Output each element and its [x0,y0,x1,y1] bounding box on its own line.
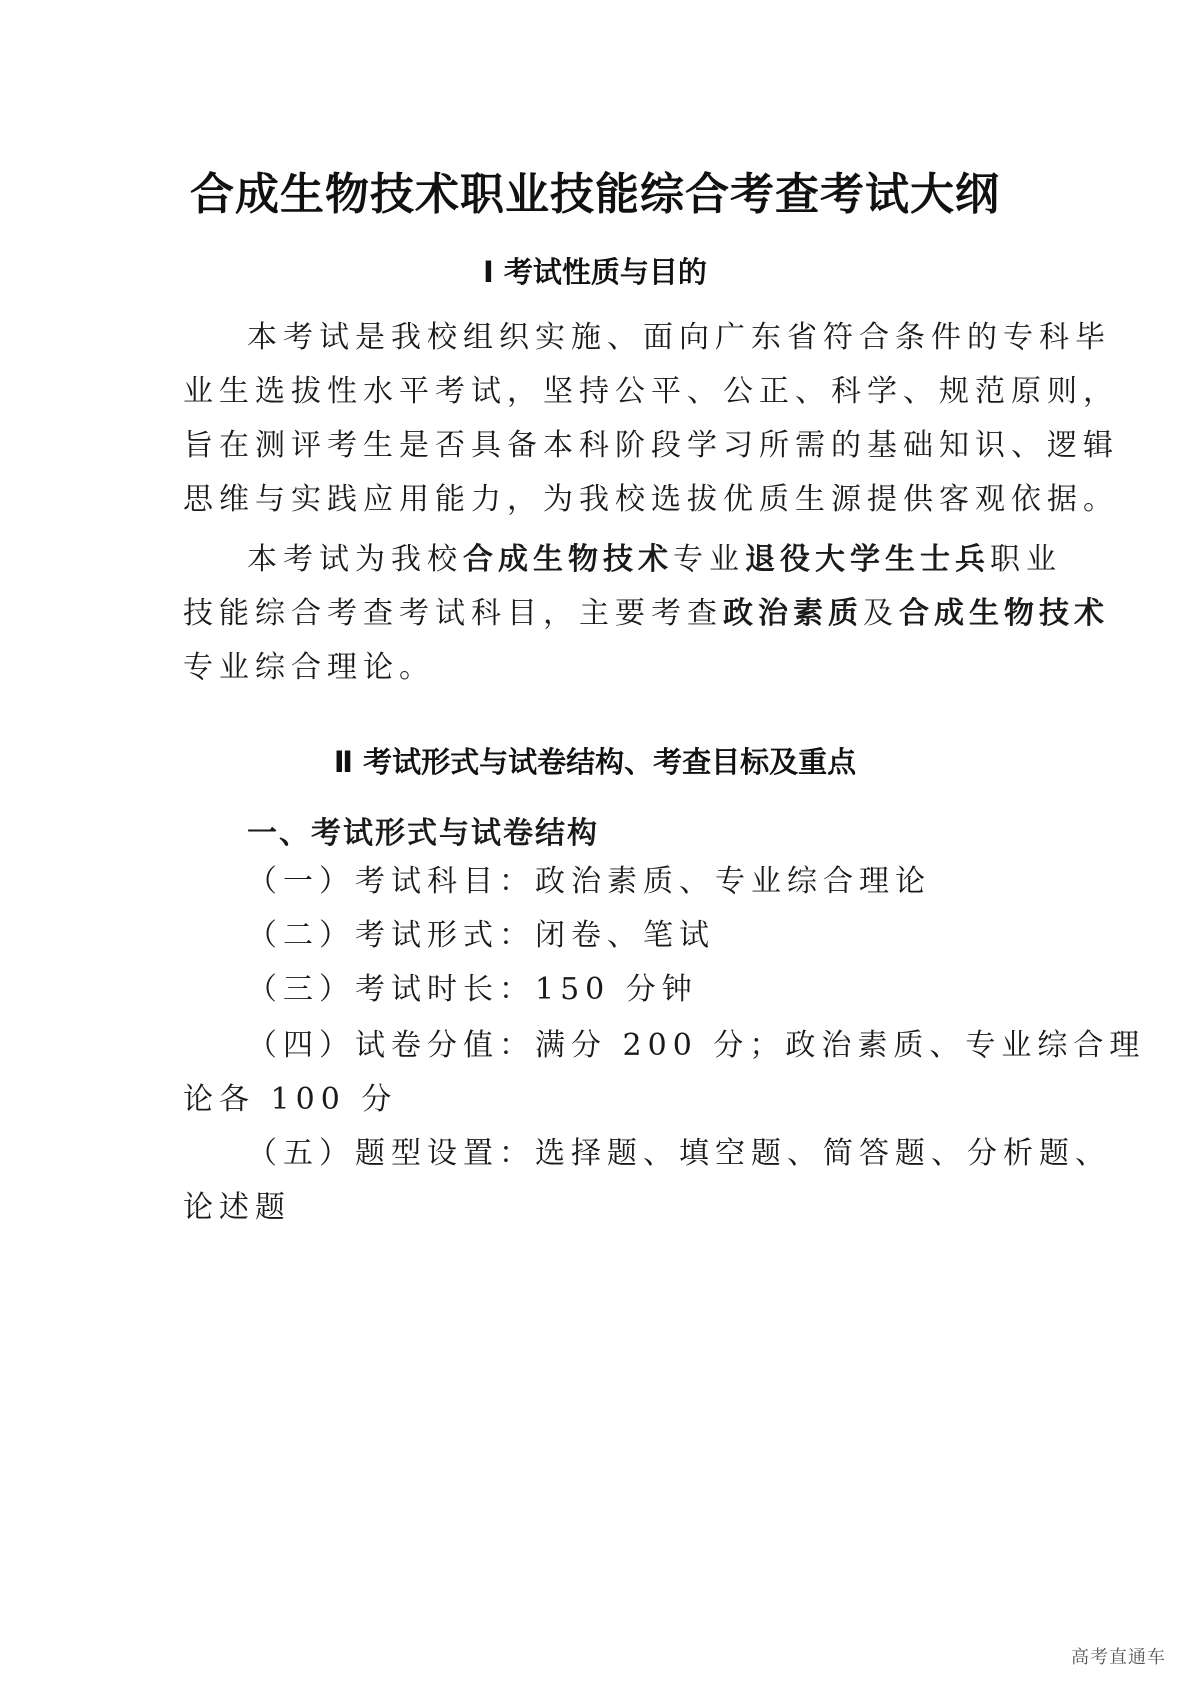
paragraph-2-line-1 [247,540,1077,580]
text: 本考试为我校 [247,542,463,577]
list-item-question-types: （五）题型设置：选择题、填空题、简答题、分析题、 [247,1136,1111,1171]
emphasis-major: 合成生物技术 [463,542,673,577]
paragraph-2-line-3: 专业综合理论。 [183,650,435,685]
paragraph-1-line-2: 业生选拔性水平考试，坚持公平、公正、科学、规范原则， [183,374,1119,409]
sub-heading-1: 一、考试形式与试卷结构 [247,816,599,851]
list-item-format: （二）考试形式：闭卷、笔试 [247,918,715,953]
text: 及 [863,596,899,631]
section-heading-1: Ⅰ 考试性质与目的 [483,255,707,289]
list-item-subject: （一）考试科目：政治素质、专业综合理论 [247,864,931,899]
emphasis-politics: 政治素质 [723,596,863,631]
text: 职业 [990,542,1062,577]
list-item-question-types-continued: 论述题 [183,1190,291,1225]
list-item-score-continued: 论各 100 分 [183,1082,398,1117]
watermark: 高考直通车 [1071,1647,1166,1668]
paragraph-1-line-3: 旨在测评考生是否具备本科阶段学习所需的基础知识、逻辑 [183,428,1119,463]
list-item-score: （四）试卷分值：满分 200 分；政治素质、专业综合理 [247,1028,1146,1063]
paragraph-1-line-4: 思维与实践应用能力，为我校选拔优质生源提供客观依据。 [183,482,1119,517]
text: 技能综合考查考试科目，主要考查 [183,596,723,631]
list-item-duration: （三）考试时长：150 分钟 [247,972,698,1007]
paragraph-1-line-1: 本考试是我校组织实施、面向广东省符合条件的专科毕 [247,320,1111,355]
emphasis-major: 合成生物技术 [899,596,1109,631]
paragraph-2-line-2 [183,594,1109,634]
document-title: 合成生物技术职业技能综合考查考试大纲 [190,169,1000,220]
section-heading-2: Ⅱ 考试形式与试卷结构、考查目标及重点 [333,745,857,779]
emphasis-category: 退役大学生士兵 [745,542,990,577]
text: 专业 [673,542,745,577]
